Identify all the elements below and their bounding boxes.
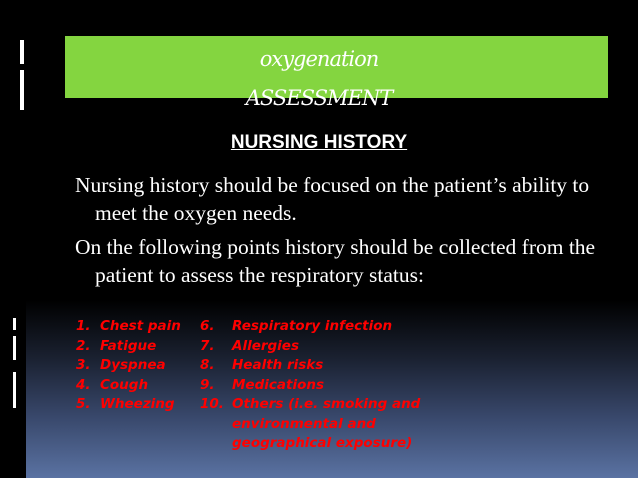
list-text: Cough bbox=[100, 376, 149, 393]
history-points-list-left bbox=[76, 317, 181, 415]
slide-title-line2: ASSESSMENT bbox=[245, 86, 393, 110]
list-text: Chest pain bbox=[100, 318, 181, 334]
paragraph-2: On the following points history should be collected from the patient to assess the respiratory status: bbox=[75, 235, 596, 287]
list-item bbox=[76, 395, 181, 415]
history-points-list-right bbox=[200, 317, 422, 454]
left-decor-bar bbox=[0, 0, 26, 478]
list-number: 1. bbox=[76, 318, 91, 334]
paragraph-1: Nursing history should be focused on the patient’s ability to meet the oxygen needs. bbox=[75, 173, 590, 225]
list-number: 9. bbox=[200, 376, 215, 393]
decor-stripe bbox=[13, 372, 16, 408]
slide-title-line1: oxygenation bbox=[259, 47, 379, 71]
list-number: 5. bbox=[76, 396, 91, 412]
list-item bbox=[76, 376, 181, 396]
decor-stripe bbox=[13, 318, 16, 330]
list-number: 10. bbox=[200, 396, 224, 412]
list-text: Wheezing bbox=[100, 396, 175, 412]
list-item bbox=[76, 337, 181, 357]
list-item bbox=[76, 356, 181, 376]
list-text: Health risks bbox=[232, 357, 324, 373]
list-text: Allergies bbox=[232, 337, 299, 354]
list-item bbox=[200, 356, 422, 376]
list-text: Medications bbox=[232, 376, 324, 393]
list-item bbox=[76, 317, 181, 337]
list-text: Respiratory infection bbox=[232, 318, 393, 334]
list-number: 3. bbox=[76, 357, 91, 373]
list-number: 4. bbox=[76, 376, 91, 393]
list-item bbox=[200, 376, 422, 396]
list-number: 2. bbox=[76, 337, 91, 354]
list-text: Dyspnea bbox=[100, 357, 166, 373]
decor-stripe bbox=[13, 336, 16, 360]
list-text: Others (i.e. smoking and environmental and geographical exposure) bbox=[232, 396, 421, 451]
list-item bbox=[200, 317, 422, 337]
list-item bbox=[200, 337, 422, 357]
section-heading: NURSING HISTORY bbox=[230, 132, 408, 153]
list-number: 6. bbox=[200, 318, 215, 334]
list-text: Fatigue bbox=[100, 337, 157, 354]
list-number: 7. bbox=[200, 337, 215, 354]
list-number: 8. bbox=[200, 357, 215, 373]
list-item bbox=[200, 395, 422, 454]
